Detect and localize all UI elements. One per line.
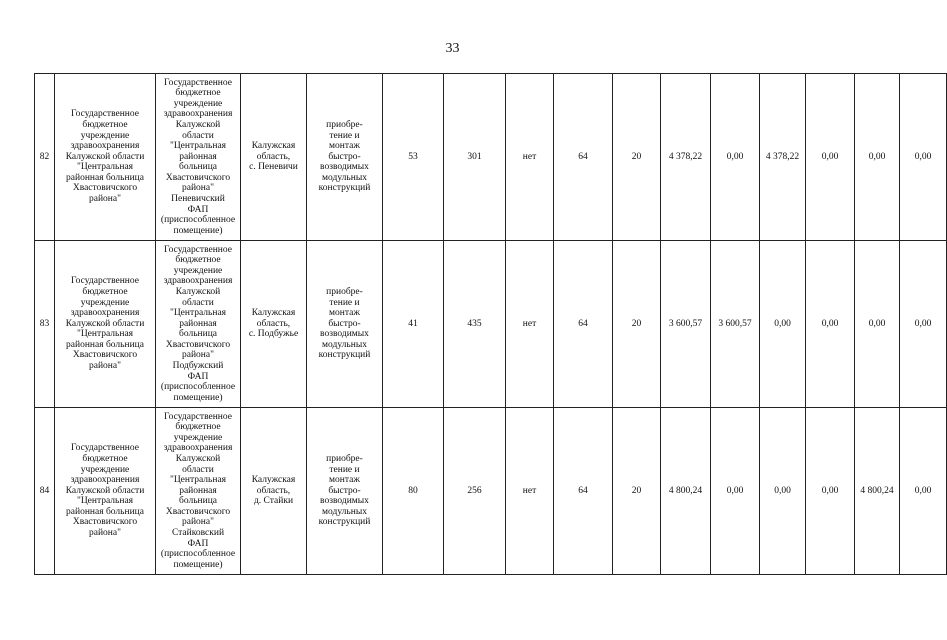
cell-c8: нет <box>506 74 554 241</box>
amount-year-2: 4 378,22 <box>760 74 806 241</box>
cell-c8: нет <box>506 241 554 408</box>
row-number: 83 <box>35 241 55 408</box>
cell-c7: 301 <box>444 74 506 241</box>
amount-year-1: 0,00 <box>711 408 760 575</box>
cell-c10: 20 <box>613 408 661 575</box>
table-row <box>35 241 947 408</box>
institution-name: Государственное бюджетное учреждение здравоохранения Калужской области "Центральная районная больница Хвастовичского района" <box>55 241 156 408</box>
amount-year-4: 0,00 <box>855 241 900 408</box>
location: Калужская область, с. Подбужье <box>241 241 307 408</box>
cell-c7: 435 <box>444 241 506 408</box>
cell-c10: 20 <box>613 74 661 241</box>
total-amount: 4 378,22 <box>661 74 711 241</box>
facility-name: Государственное бюджетное учреждение здравоохранения Калужской области "Центральная районная больница Хвастовичского района" Стайковский ФАП (приспособленное помещение) <box>156 408 241 575</box>
amount-year-3: 0,00 <box>806 241 855 408</box>
page-number: 33 <box>445 41 460 56</box>
facility-name: Государственное бюджетное учреждение здравоохранения Калужской области "Центральная районная больница Хвастовичского района" Подбужский ФАП (приспособленное помещение) <box>156 241 241 408</box>
cell-c6: 53 <box>383 74 444 241</box>
cell-c9: 64 <box>554 408 613 575</box>
facilities-table <box>34 73 947 575</box>
row-number: 84 <box>35 408 55 575</box>
table-row <box>35 74 947 241</box>
facility-name: Государственное бюджетное учреждение здравоохранения Калужской области "Центральная районная больница Хвастовичского района" Пеневичский ФАП (приспособленное помещение) <box>156 74 241 241</box>
table-row <box>35 408 947 575</box>
total-amount: 3 600,57 <box>661 241 711 408</box>
cell-c6: 41 <box>383 241 444 408</box>
works-description: приобре- тение и монтаж быстро- возводимых модульных конструкций <box>307 74 383 241</box>
amount-year-2: 0,00 <box>760 408 806 575</box>
location: Калужская область, д. Стайки <box>241 408 307 575</box>
amount-year-5: 0,00 <box>900 74 947 241</box>
location: Калужская область, с. Пеневичи <box>241 74 307 241</box>
amount-year-1: 0,00 <box>711 74 760 241</box>
amount-year-4: 4 800,24 <box>855 408 900 575</box>
cell-c8: нет <box>506 408 554 575</box>
works-description: приобре- тение и монтаж быстро- возводимых модульных конструкций <box>307 408 383 575</box>
amount-year-1: 3 600,57 <box>711 241 760 408</box>
amount-year-3: 0,00 <box>806 408 855 575</box>
total-amount: 4 800,24 <box>661 408 711 575</box>
cell-c10: 20 <box>613 241 661 408</box>
amount-year-5: 0,00 <box>900 241 947 408</box>
cell-c7: 256 <box>444 408 506 575</box>
cell-c9: 64 <box>554 74 613 241</box>
amount-year-4: 0,00 <box>855 74 900 241</box>
amount-year-2: 0,00 <box>760 241 806 408</box>
institution-name: Государственное бюджетное учреждение здравоохранения Калужской области "Центральная районная больница Хвастовичского района" <box>55 74 156 241</box>
amount-year-5: 0,00 <box>900 408 947 575</box>
row-number: 82 <box>35 74 55 241</box>
cell-c6: 80 <box>383 408 444 575</box>
institution-name: Государственное бюджетное учреждение здравоохранения Калужской области "Центральная районная больница Хвастовичского района" <box>55 408 156 575</box>
amount-year-3: 0,00 <box>806 74 855 241</box>
cell-c9: 64 <box>554 241 613 408</box>
works-description: приобре- тение и монтаж быстро- возводимых модульных конструкций <box>307 241 383 408</box>
